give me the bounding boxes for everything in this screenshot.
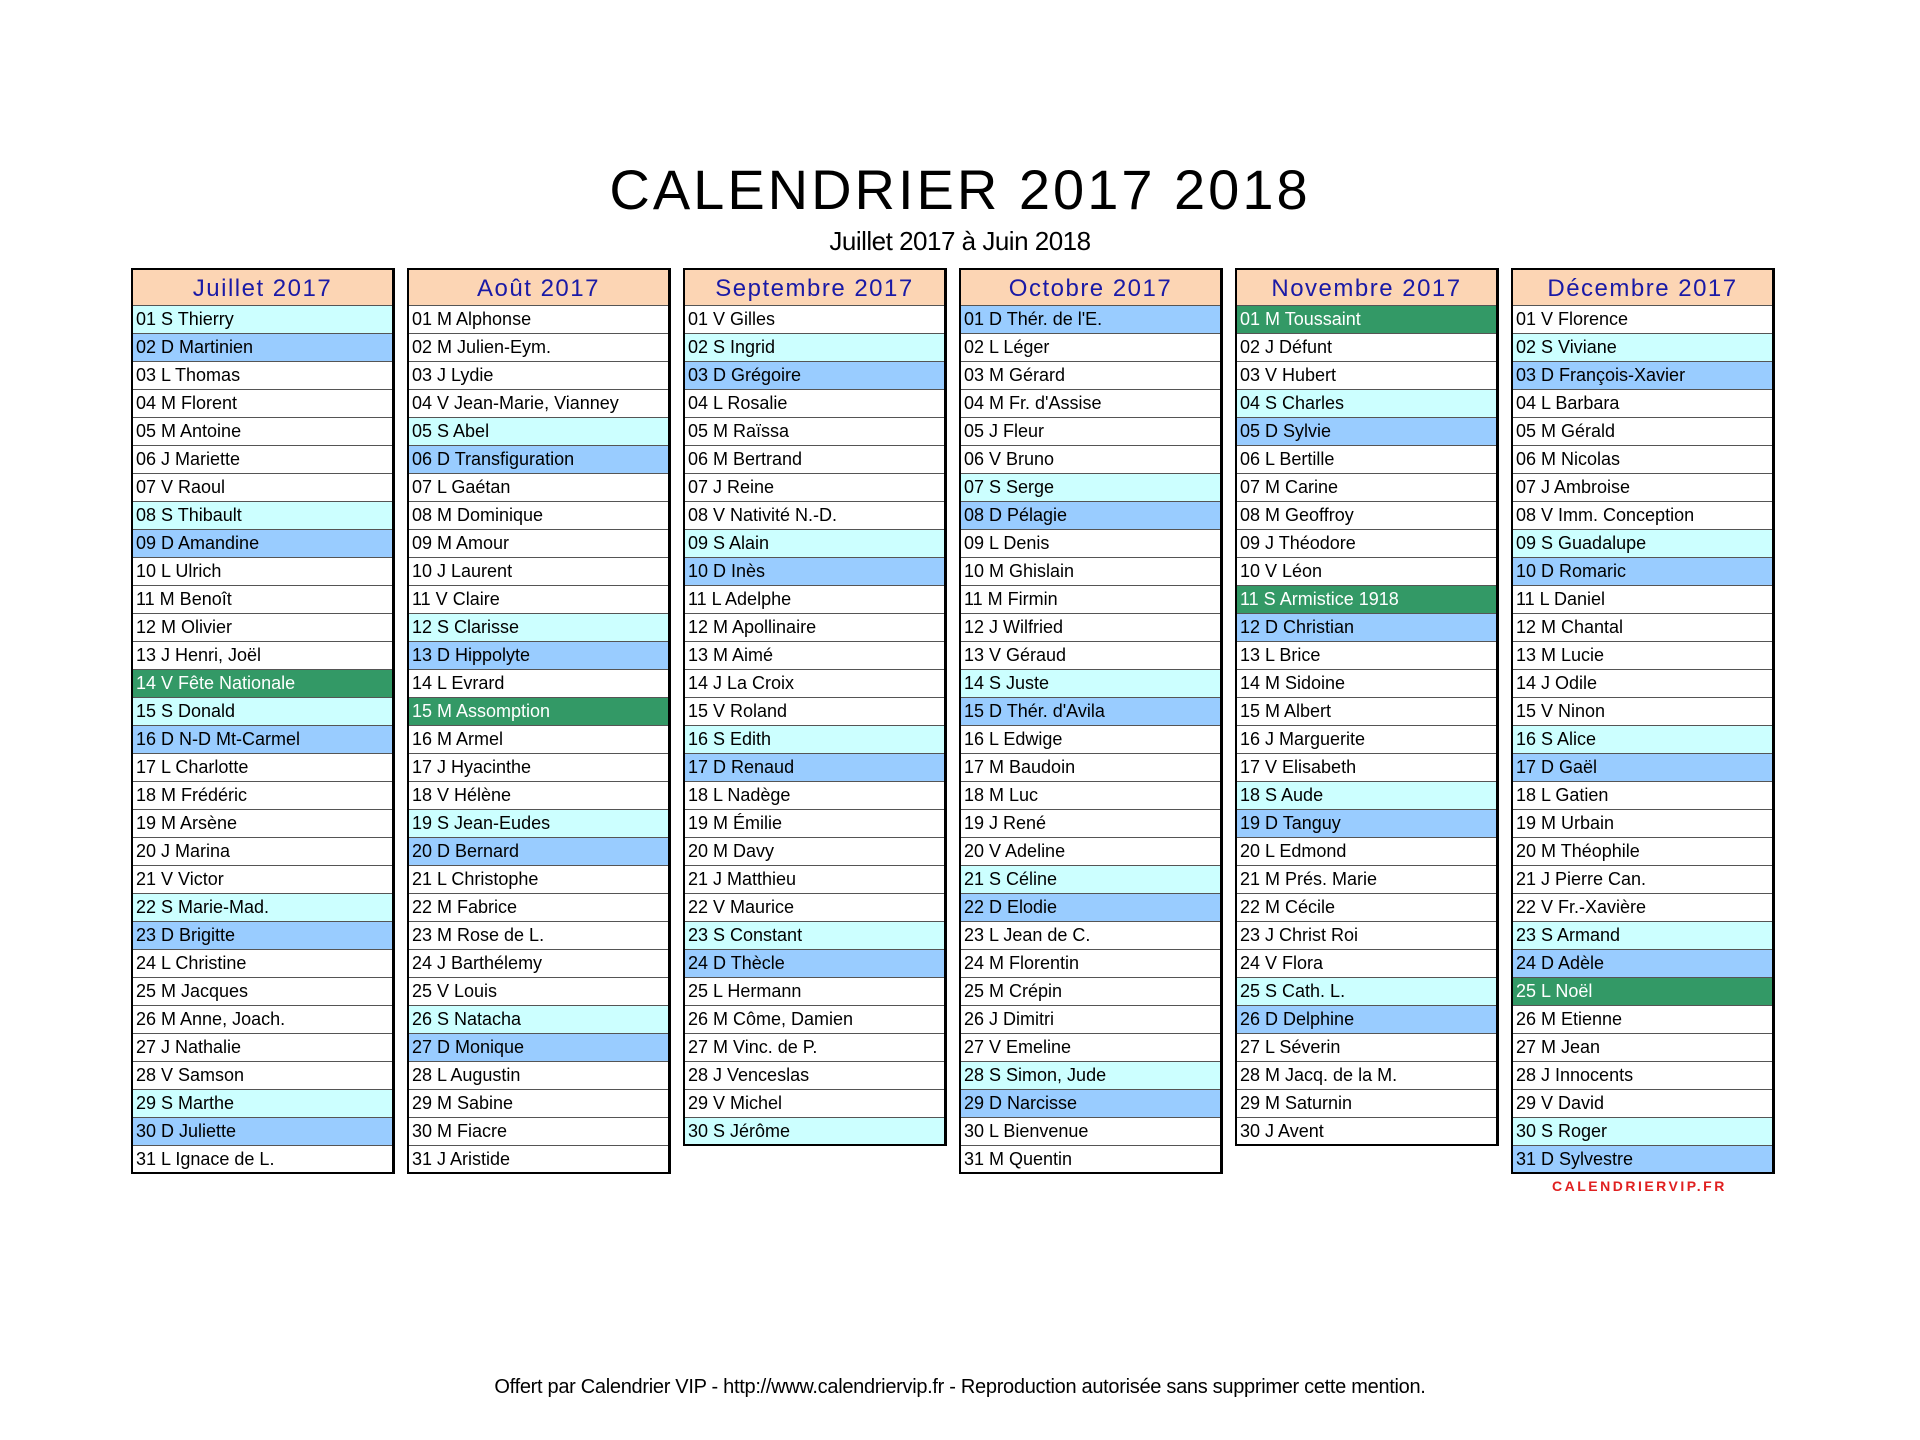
day-row: 24 M Florentin (961, 950, 1220, 978)
month-header: Juillet 2017 (133, 270, 392, 306)
day-row: 13 M Aimé (685, 642, 944, 670)
day-row: 03 J Lydie (409, 362, 668, 390)
day-row: 08 V Imm. Conception (1513, 502, 1772, 530)
month-column (131, 268, 395, 1174)
day-row: 16 M Armel (409, 726, 668, 754)
day-row: 28 L Augustin (409, 1062, 668, 1090)
day-row: 27 M Jean (1513, 1034, 1772, 1062)
day-row: 18 S Aude (1237, 782, 1496, 810)
day-row: 03 L Thomas (133, 362, 392, 390)
day-row: 30 S Roger (1513, 1118, 1772, 1146)
day-row: 17 J Hyacinthe (409, 754, 668, 782)
day-row: 29 M Sabine (409, 1090, 668, 1118)
day-row: 14 M Sidoine (1237, 670, 1496, 698)
day-row: 11 M Benoît (133, 586, 392, 614)
month-header: Novembre 2017 (1237, 270, 1496, 306)
day-row: 30 D Juliette (133, 1118, 392, 1146)
day-row: 05 S Abel (409, 418, 668, 446)
day-row: 22 V Maurice (685, 894, 944, 922)
day-row: 01 M Alphonse (409, 306, 668, 334)
day-row: 21 L Christophe (409, 866, 668, 894)
month-column (959, 268, 1223, 1174)
day-row: 19 D Tanguy (1237, 810, 1496, 838)
day-row: 13 D Hippolyte (409, 642, 668, 670)
day-row: 18 L Gatien (1513, 782, 1772, 810)
day-row: 07 J Reine (685, 474, 944, 502)
day-row: 07 J Ambroise (1513, 474, 1772, 502)
month-column (407, 268, 671, 1174)
day-row: 08 M Dominique (409, 502, 668, 530)
day-row: 06 J Mariette (133, 446, 392, 474)
day-row: 05 M Antoine (133, 418, 392, 446)
month-header: Septembre 2017 (685, 270, 944, 306)
day-row: 09 S Guadalupe (1513, 530, 1772, 558)
day-row: 20 D Bernard (409, 838, 668, 866)
day-row: 11 S Armistice 1918 (1237, 586, 1496, 614)
day-row: 02 S Ingrid (685, 334, 944, 362)
day-row: 30 M Fiacre (409, 1118, 668, 1146)
day-row: 12 M Chantal (1513, 614, 1772, 642)
day-row: 08 M Geoffroy (1237, 502, 1496, 530)
day-row: 21 M Prés. Marie (1237, 866, 1496, 894)
day-row: 01 V Florence (1513, 306, 1772, 334)
day-row: 04 L Barbara (1513, 390, 1772, 418)
day-row: 22 D Elodie (961, 894, 1220, 922)
day-row: 14 L Evrard (409, 670, 668, 698)
day-row: 27 V Emeline (961, 1034, 1220, 1062)
day-row: 17 D Gaël (1513, 754, 1772, 782)
day-row: 25 L Hermann (685, 978, 944, 1006)
day-row: 03 D François-Xavier (1513, 362, 1772, 390)
day-row: 13 M Lucie (1513, 642, 1772, 670)
day-row: 26 M Côme, Damien (685, 1006, 944, 1034)
day-row: 11 L Daniel (1513, 586, 1772, 614)
day-row: 04 L Rosalie (685, 390, 944, 418)
day-row: 16 J Marguerite (1237, 726, 1496, 754)
month-header: Décembre 2017 (1513, 270, 1772, 306)
day-row: 19 M Urbain (1513, 810, 1772, 838)
day-row: 17 L Charlotte (133, 754, 392, 782)
day-row: 05 D Sylvie (1237, 418, 1496, 446)
day-row: 03 M Gérard (961, 362, 1220, 390)
day-row: 23 S Constant (685, 922, 944, 950)
day-row: 15 D Thér. d'Avila (961, 698, 1220, 726)
day-row: 17 D Renaud (685, 754, 944, 782)
day-row: 09 D Amandine (133, 530, 392, 558)
day-row: 26 M Anne, Joach. (133, 1006, 392, 1034)
month-header: Octobre 2017 (961, 270, 1220, 306)
day-row: 24 L Christine (133, 950, 392, 978)
day-row: 10 D Inès (685, 558, 944, 586)
day-row: 06 L Bertille (1237, 446, 1496, 474)
day-row: 31 M Quentin (961, 1146, 1220, 1174)
brand-label: CALENDRIERVIP.FR (1552, 1178, 1727, 1194)
page-subtitle: Juillet 2017 à Juin 2018 (829, 226, 1091, 256)
day-row: 14 V Fête Nationale (133, 670, 392, 698)
day-row: 10 L Ulrich (133, 558, 392, 586)
day-row: 09 S Alain (685, 530, 944, 558)
day-row: 15 V Roland (685, 698, 944, 726)
day-row: 27 M Vinc. de P. (685, 1034, 944, 1062)
day-row: 26 S Natacha (409, 1006, 668, 1034)
day-row: 13 L Brice (1237, 642, 1496, 670)
day-row: 21 S Céline (961, 866, 1220, 894)
day-row: 24 V Flora (1237, 950, 1496, 978)
day-row: 12 J Wilfried (961, 614, 1220, 642)
day-row: 25 M Crépin (961, 978, 1220, 1006)
day-row: 14 J Odile (1513, 670, 1772, 698)
month-column (683, 268, 947, 1146)
day-row: 25 L Noël (1513, 978, 1772, 1006)
day-row: 25 M Jacques (133, 978, 392, 1006)
day-row: 14 S Juste (961, 670, 1220, 698)
day-row: 14 J La Croix (685, 670, 944, 698)
day-row: 09 L Denis (961, 530, 1220, 558)
day-row: 26 J Dimitri (961, 1006, 1220, 1034)
day-row: 18 V Hélène (409, 782, 668, 810)
day-row: 22 M Fabrice (409, 894, 668, 922)
day-row: 06 M Nicolas (1513, 446, 1772, 474)
day-row: 06 V Bruno (961, 446, 1220, 474)
day-row: 28 V Samson (133, 1062, 392, 1090)
day-row: 16 S Alice (1513, 726, 1772, 754)
day-row: 19 S Jean-Eudes (409, 810, 668, 838)
day-row: 02 M Julien-Eym. (409, 334, 668, 362)
day-row: 23 J Christ Roi (1237, 922, 1496, 950)
day-row: 19 J René (961, 810, 1220, 838)
day-row: 02 D Martinien (133, 334, 392, 362)
day-row: 11 V Claire (409, 586, 668, 614)
day-row: 24 J Barthélemy (409, 950, 668, 978)
day-row: 19 M Émilie (685, 810, 944, 838)
day-row: 25 S Cath. L. (1237, 978, 1496, 1006)
day-row: 27 J Nathalie (133, 1034, 392, 1062)
day-row: 01 V Gilles (685, 306, 944, 334)
day-row: 22 M Cécile (1237, 894, 1496, 922)
day-row: 19 M Arsène (133, 810, 392, 838)
day-row: 24 D Adèle (1513, 950, 1772, 978)
day-row: 06 D Transfiguration (409, 446, 668, 474)
day-row: 10 D Romaric (1513, 558, 1772, 586)
day-row: 16 L Edwige (961, 726, 1220, 754)
day-row: 27 D Monique (409, 1034, 668, 1062)
day-row: 30 S Jérôme (685, 1118, 944, 1146)
day-row: 20 M Théophile (1513, 838, 1772, 866)
day-row: 10 V Léon (1237, 558, 1496, 586)
day-row: 27 L Séverin (1237, 1034, 1496, 1062)
day-row: 07 L Gaétan (409, 474, 668, 502)
day-row: 12 S Clarisse (409, 614, 668, 642)
day-row: 13 J Henri, Joël (133, 642, 392, 670)
day-row: 28 S Simon, Jude (961, 1062, 1220, 1090)
day-row: 18 M Luc (961, 782, 1220, 810)
day-row: 23 M Rose de L. (409, 922, 668, 950)
day-row: 07 V Raoul (133, 474, 392, 502)
day-row: 12 D Christian (1237, 614, 1496, 642)
day-row: 04 M Fr. d'Assise (961, 390, 1220, 418)
day-row: 05 J Fleur (961, 418, 1220, 446)
day-row: 15 M Albert (1237, 698, 1496, 726)
day-row: 12 M Olivier (133, 614, 392, 642)
day-row: 10 M Ghislain (961, 558, 1220, 586)
day-row: 13 V Géraud (961, 642, 1220, 670)
day-row: 16 D N-D Mt-Carmel (133, 726, 392, 754)
day-row: 23 D Brigitte (133, 922, 392, 950)
day-row: 07 M Carine (1237, 474, 1496, 502)
day-row: 04 S Charles (1237, 390, 1496, 418)
day-row: 11 L Adelphe (685, 586, 944, 614)
day-row: 24 D Thècle (685, 950, 944, 978)
day-row: 22 V Fr.-Xavière (1513, 894, 1772, 922)
day-row: 23 S Armand (1513, 922, 1772, 950)
day-row: 29 V Michel (685, 1090, 944, 1118)
day-row: 21 J Matthieu (685, 866, 944, 894)
day-row: 08 D Pélagie (961, 502, 1220, 530)
day-row: 26 D Delphine (1237, 1006, 1496, 1034)
day-row: 03 D Grégoire (685, 362, 944, 390)
day-row: 30 J Avent (1237, 1118, 1496, 1146)
day-row: 29 D Narcisse (961, 1090, 1220, 1118)
day-row: 28 J Venceslas (685, 1062, 944, 1090)
day-row: 31 J Aristide (409, 1146, 668, 1174)
day-row: 18 L Nadège (685, 782, 944, 810)
day-row: 25 V Louis (409, 978, 668, 1006)
day-row: 08 S Thibault (133, 502, 392, 530)
day-row: 21 J Pierre Can. (1513, 866, 1772, 894)
day-row: 06 M Bertrand (685, 446, 944, 474)
day-row: 15 V Ninon (1513, 698, 1772, 726)
day-row: 01 S Thierry (133, 306, 392, 334)
day-row: 29 M Saturnin (1237, 1090, 1496, 1118)
day-row: 15 M Assomption (409, 698, 668, 726)
day-row: 28 M Jacq. de la M. (1237, 1062, 1496, 1090)
day-row: 09 J Théodore (1237, 530, 1496, 558)
month-header: Août 2017 (409, 270, 668, 306)
day-row: 04 V Jean-Marie, Vianney (409, 390, 668, 418)
day-row: 22 S Marie-Mad. (133, 894, 392, 922)
day-row: 05 M Gérald (1513, 418, 1772, 446)
day-row: 01 D Thér. de l'E. (961, 306, 1220, 334)
day-row: 03 V Hubert (1237, 362, 1496, 390)
day-row: 09 M Amour (409, 530, 668, 558)
day-row: 02 J Défunt (1237, 334, 1496, 362)
day-row: 17 V Elisabeth (1237, 754, 1496, 782)
day-row: 02 L Léger (961, 334, 1220, 362)
day-row: 07 S Serge (961, 474, 1220, 502)
day-row: 16 S Edith (685, 726, 944, 754)
day-row: 20 L Edmond (1237, 838, 1496, 866)
day-row: 15 S Donald (133, 698, 392, 726)
day-row: 11 M Firmin (961, 586, 1220, 614)
day-row: 23 L Jean de C. (961, 922, 1220, 950)
month-column (1235, 268, 1499, 1146)
day-row: 26 M Etienne (1513, 1006, 1772, 1034)
day-row: 29 V David (1513, 1090, 1772, 1118)
day-row: 08 V Nativité N.-D. (685, 502, 944, 530)
day-row: 20 J Marina (133, 838, 392, 866)
day-row: 12 M Apollinaire (685, 614, 944, 642)
day-row: 21 V Victor (133, 866, 392, 894)
day-row: 02 S Viviane (1513, 334, 1772, 362)
day-row: 10 J Laurent (409, 558, 668, 586)
day-row: 04 M Florent (133, 390, 392, 418)
day-row: 18 M Frédéric (133, 782, 392, 810)
day-row: 30 L Bienvenue (961, 1118, 1220, 1146)
footer-note: Offert par Calendrier VIP - http://www.calendriervip.fr - Reproduction autorisée sans supprimer cette mention. (494, 1376, 1426, 1398)
day-row: 31 D Sylvestre (1513, 1146, 1772, 1174)
month-column (1511, 268, 1775, 1174)
day-row: 20 V Adeline (961, 838, 1220, 866)
day-row: 01 M Toussaint (1237, 306, 1496, 334)
day-row: 29 S Marthe (133, 1090, 392, 1118)
day-row: 05 M Raïssa (685, 418, 944, 446)
page-title: CALENDRIER 2017 2018 (609, 158, 1311, 221)
day-row: 17 M Baudoin (961, 754, 1220, 782)
day-row: 31 L Ignace de L. (133, 1146, 392, 1174)
day-row: 28 J Innocents (1513, 1062, 1772, 1090)
day-row: 20 M Davy (685, 838, 944, 866)
